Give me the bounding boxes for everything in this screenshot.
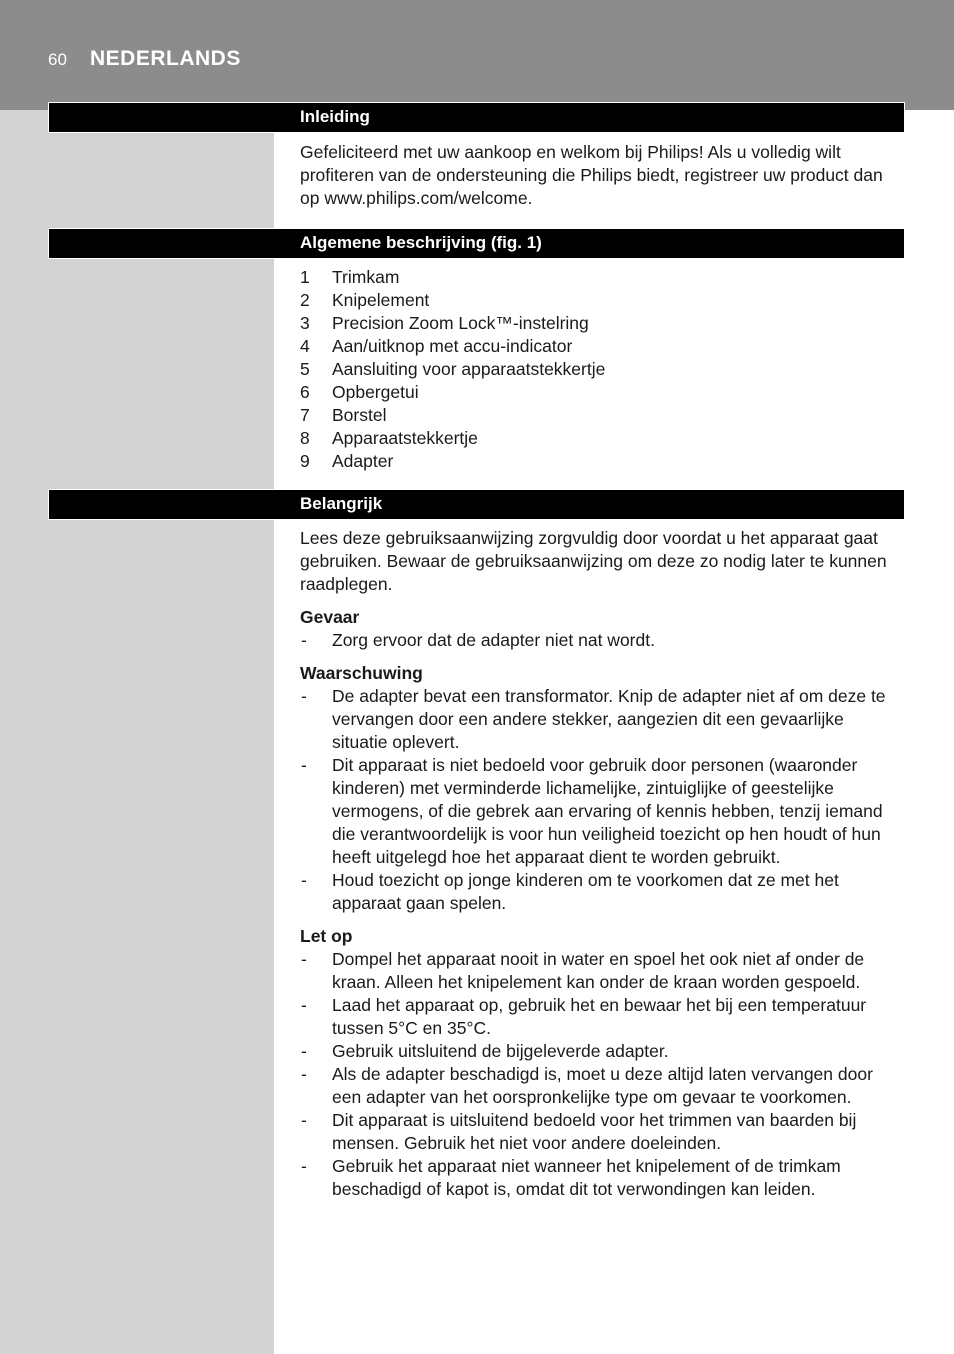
item-number: 1 xyxy=(300,267,310,287)
list-item xyxy=(300,629,904,652)
section-bar-general xyxy=(48,228,905,259)
page-number: 60 xyxy=(48,50,67,69)
section-title-general: Algemene beschrijving (fig. 1) xyxy=(300,233,542,252)
item-text: Opbergetui xyxy=(332,382,419,402)
warning-heading: Waarschuwing xyxy=(300,663,423,683)
caution-list xyxy=(300,948,904,1201)
item-text: Trimkam xyxy=(332,267,400,287)
item-number: 2 xyxy=(300,290,310,310)
left-margin-column xyxy=(0,110,274,1354)
danger-heading: Gevaar xyxy=(300,607,360,627)
item-text: Gebruik het apparaat niet wanneer het knipelement of de trimkam beschadigd of kapot is, omdat dit tot verwondingen kan leiden. xyxy=(332,1156,841,1199)
section-title-important: Belangrijk xyxy=(300,494,383,513)
dash-bullet: - xyxy=(301,686,307,706)
item-number: 3 xyxy=(300,313,310,333)
list-item xyxy=(300,1155,904,1201)
list-item xyxy=(300,404,904,427)
list-item xyxy=(300,1063,904,1109)
item-text: Borstel xyxy=(332,405,387,425)
general-body xyxy=(300,266,904,473)
list-item xyxy=(300,869,904,915)
language-title: NEDERLANDS xyxy=(90,47,241,70)
intro-body xyxy=(300,141,904,210)
dash-bullet: - xyxy=(301,755,307,775)
list-item xyxy=(300,266,904,289)
list-item xyxy=(300,685,904,754)
item-number: 5 xyxy=(300,359,310,379)
important-paragraph: Lees deze gebruiksaanwijzing zorgvuldig door voordat u het apparaat gaat gebruiken. Bewaar de gebruiksaanwijzing om deze zo nodig later te kunnen raadplegen. xyxy=(300,528,887,594)
item-text: Zorg ervoor dat de adapter niet nat wordt. xyxy=(332,630,655,650)
list-item xyxy=(300,381,904,404)
item-text: Adapter xyxy=(332,451,394,471)
dash-bullet: - xyxy=(301,1041,307,1061)
item-number: 4 xyxy=(300,336,310,356)
item-text: Houd toezicht op jonge kinderen om te voorkomen dat ze met het apparaat gaan spelen. xyxy=(332,870,839,913)
list-item xyxy=(300,450,904,473)
section-bar-important xyxy=(48,489,905,520)
list-item xyxy=(300,948,904,994)
list-item xyxy=(300,358,904,381)
item-text: Als de adapter beschadigd is, moet u deze altijd laten vervangen door een adapter van het oorspronkelijke type om gevaar te voorkomen. xyxy=(332,1064,873,1107)
item-text: De adapter bevat een transformator. Knip de adapter niet af om deze te vervangen door een andere stekker, aangezien dit een gevaarlijke situatie oplevert. xyxy=(332,686,886,752)
dash-bullet: - xyxy=(301,995,307,1015)
list-item xyxy=(300,1040,904,1063)
section-bar-intro xyxy=(48,102,905,133)
caution-heading: Let op xyxy=(300,926,353,946)
item-number: 7 xyxy=(300,405,310,425)
dash-bullet: - xyxy=(301,949,307,969)
dash-bullet: - xyxy=(301,1064,307,1084)
item-text: Precision Zoom Lock™-instelring xyxy=(332,313,589,333)
dash-bullet: - xyxy=(301,870,307,890)
list-item xyxy=(300,994,904,1040)
intro-paragraph: Gefeliciteerd met uw aankoop en welkom bij Philips! Als u volledig wilt profiteren van de ondersteuning die Philips biedt, registreer uw product dan op www.philips.com/welcome. xyxy=(300,142,883,208)
list-item xyxy=(300,289,904,312)
list-item xyxy=(300,427,904,450)
dash-bullet: - xyxy=(301,1156,307,1176)
warning-list xyxy=(300,685,904,915)
list-item xyxy=(300,754,904,869)
list-item xyxy=(300,335,904,358)
important-body xyxy=(300,527,904,1201)
dash-bullet: - xyxy=(301,1110,307,1130)
item-number: 6 xyxy=(300,382,310,402)
item-number: 8 xyxy=(300,428,310,448)
item-text: Knipelement xyxy=(332,290,430,310)
item-text: Aansluiting voor apparaatstekkertje xyxy=(332,359,606,379)
item-text: Dit apparaat is uitsluitend bedoeld voor het trimmen van baarden bij mensen. Gebruik het niet voor andere doeleinden. xyxy=(332,1110,857,1153)
item-text: Apparaatstekkertje xyxy=(332,428,478,448)
dash-bullet: - xyxy=(301,630,307,650)
parts-list xyxy=(300,266,904,473)
item-text: Dit apparaat is niet bedoeld voor gebruik door personen (waaronder kinderen) met verminderde lichamelijke, zintuiglijke of geestelijke vermogens, of die gebrek aan ervaring of kennis hebben, tenzij iemand die verantwoordelijk is voor hun veiligheid toezicht op hen houdt of hun heeft uitgelegd hoe het apparaat dient te worden gebruikt. xyxy=(332,755,883,867)
item-number: 9 xyxy=(300,451,310,471)
item-text: Dompel het apparaat nooit in water en spoel het ook niet af onder de kraan. Alleen het knipelement kan onder de kraan worden gespoeld. xyxy=(332,949,865,992)
item-text: Laad het apparaat op, gebruik het en bewaar het bij een temperatuur tussen 5°C en 35°C. xyxy=(332,995,867,1038)
list-item xyxy=(300,312,904,335)
item-text: Gebruik uitsluitend de bijgeleverde adapter. xyxy=(332,1041,669,1061)
danger-list xyxy=(300,629,904,652)
list-item xyxy=(300,1109,904,1155)
item-text: Aan/uitknop met accu-indicator xyxy=(332,336,573,356)
section-title-intro: Inleiding xyxy=(300,107,370,126)
